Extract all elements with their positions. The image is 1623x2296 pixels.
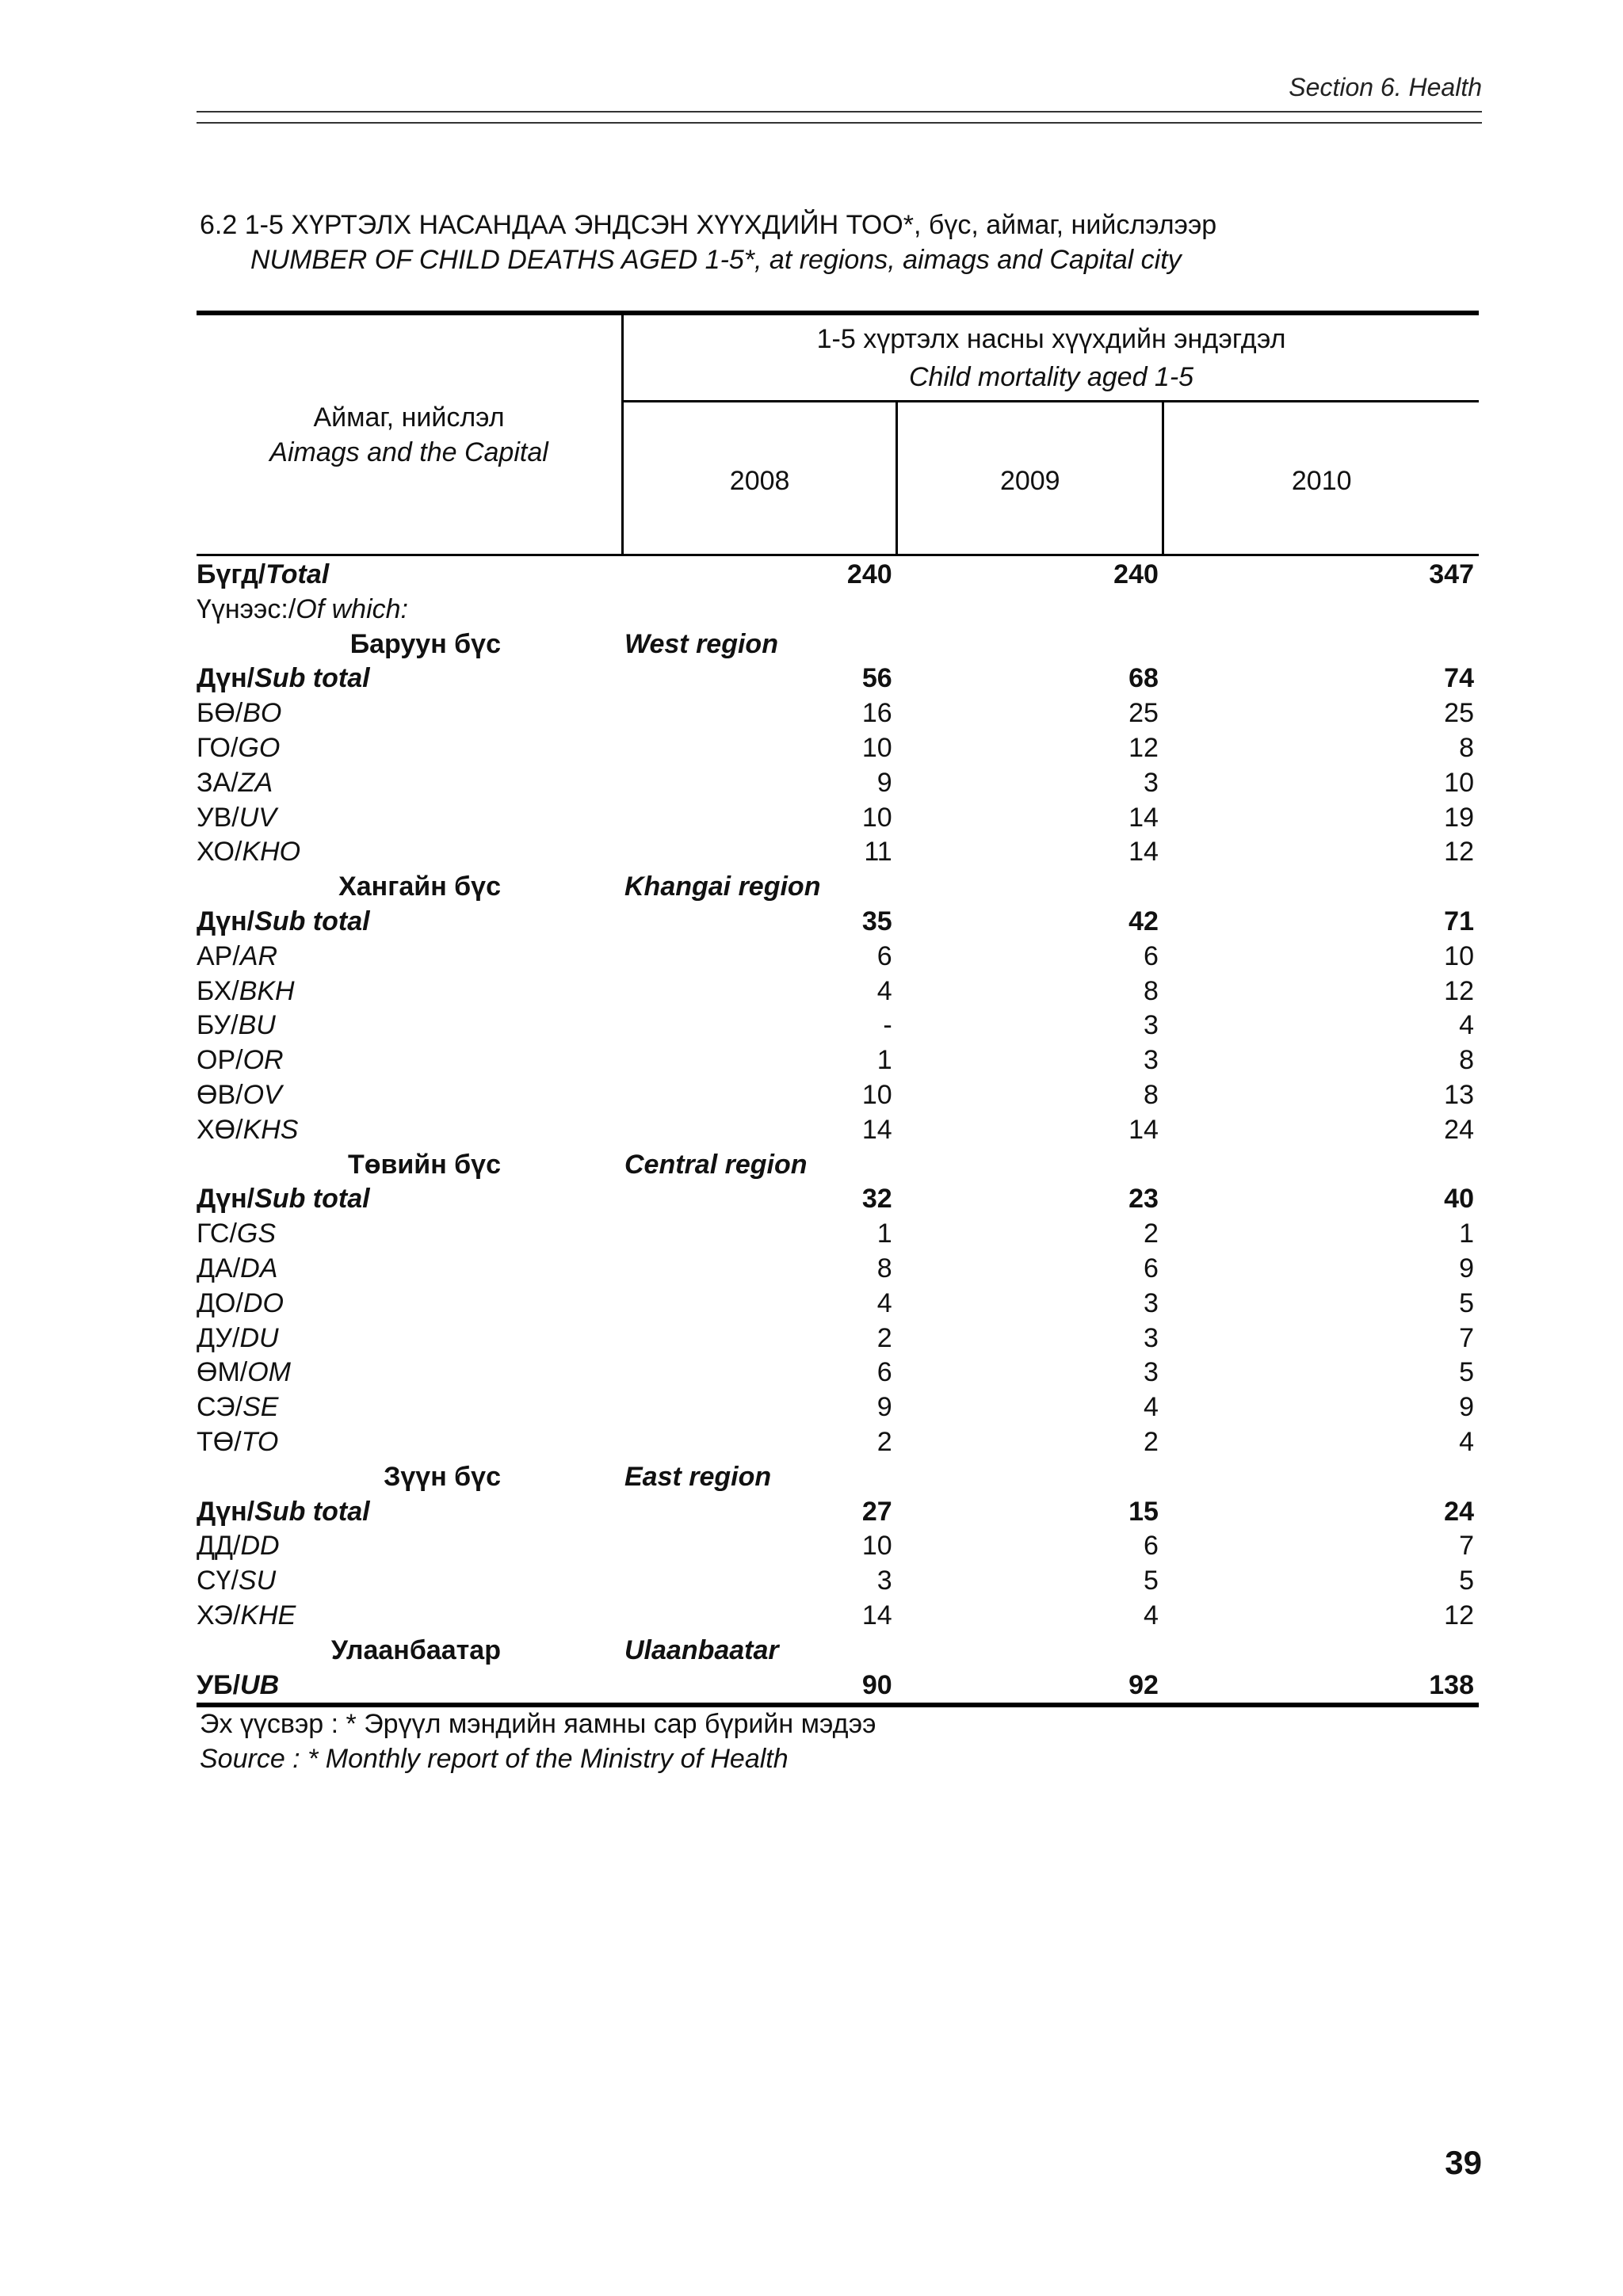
label-mn: Дүн/ [197,906,255,936]
region-header [197,1634,1479,1669]
value-cell: 14 [861,1114,892,1145]
value-cell: 12 [1128,732,1159,763]
value-cell: 24 [1444,1114,1474,1145]
table-row [197,731,1479,766]
label-mn: ОР/ [197,1045,243,1076]
region-header [197,870,1479,905]
value-cell: 11 [864,837,892,868]
row-label [197,835,623,870]
row-label [197,1043,623,1078]
row-label [197,974,623,1009]
value-cell: 10 [861,802,892,833]
value-cell: 7 [1459,1531,1474,1562]
row-label: Үүнээс:/Of which: [197,593,408,624]
row-label [197,766,623,801]
subtotal-row [197,905,1479,940]
label-mn: УВ/ [197,802,239,833]
total-row [197,555,1479,593]
table-row [197,1287,1479,1322]
subtotal-row [197,662,1479,696]
value-cell: 3 [1143,1045,1159,1076]
value-cell: 4 [876,975,892,1006]
row-label [197,662,623,696]
label-mn: ХЭ/ [197,1600,241,1630]
label-en: KHS [242,1114,299,1145]
region-name-en: East region [624,1461,772,1492]
region-header-row [197,627,1479,662]
row-label [197,1322,623,1356]
table-row [197,835,1479,870]
value-cell: 10 [1444,940,1474,971]
label-en: UB [240,1669,280,1700]
value-cell: 42 [1128,906,1159,936]
label-en: DU [239,1322,279,1353]
label-mn: ДО/ [197,1287,243,1318]
table-row [197,1356,1479,1390]
year-header: 2009 [897,402,1163,555]
value-cell: 6 [1143,940,1159,971]
label-mn: СҮ/ [197,1566,239,1596]
row-label [197,1564,623,1599]
value-cell: 15 [1128,1496,1159,1527]
source-en: Source : * Monthly report of the Ministry of Health [200,1744,789,1774]
value-cell: 9 [1459,1392,1474,1423]
row-label [197,731,623,766]
label-en: BO [242,698,282,729]
group-header-mn: 1-5 хүртэлх насны хүүхдийн эндэгдэл [816,324,1286,354]
row-label [197,1599,623,1634]
label-en: ZA [238,767,273,798]
label-en: AR [239,940,278,971]
row-label [197,1182,623,1217]
value-cell: 6 [876,1357,892,1388]
value-cell: 10 [861,732,892,763]
region-header [197,1148,1479,1183]
row-label [197,1287,623,1322]
source-note [200,1707,876,1776]
value-cell: 138 [1163,1669,1479,1706]
label-mn: ДУ/ [197,1322,240,1353]
value-cell: 1 [876,1045,892,1076]
region-header-row [197,1148,1479,1183]
row-label [197,1217,623,1252]
value-cell: 13 [1444,1079,1474,1110]
label-en: DD [240,1531,280,1562]
row-label [197,1495,623,1530]
value-cell: 23 [1128,1184,1159,1215]
label-mn: СЭ/ [197,1392,243,1423]
value-cell: 32 [861,1184,892,1215]
row-label [197,940,623,974]
region-header [197,627,1479,662]
value-cell: 24 [1444,1496,1474,1527]
row-label [197,1113,623,1148]
value-cell: 25 [1444,698,1474,729]
region-name-en: Khangai region [624,871,821,902]
value-cell: 12 [1444,837,1474,868]
running-head: Section 6. Health [1289,73,1482,101]
value-cell: 1 [876,1219,892,1249]
value-cell: 12 [1444,1600,1474,1630]
title-mongolian: 6.2 1-5 ХҮРТЭЛХ НАСАНДАА ЭНДСЭН ХҮҮХДИЙН ТОО*, бүс, аймаг, нийслэлээр [200,210,1217,240]
region-name-en: West region [624,628,778,659]
table-body [197,555,1479,1706]
row-header [197,313,623,555]
subtotal-row [197,1495,1479,1530]
value-cell: 9 [876,767,892,798]
table-row [197,1043,1479,1078]
table-row [197,766,1479,801]
value-cell: 8 [1143,975,1159,1006]
region-name-mn: Зүүн бүс [384,1461,501,1492]
label-mn: АР/ [197,940,240,971]
value-cell: 10 [861,1531,892,1562]
header-rule [197,111,1482,113]
value-cell: 3 [1143,767,1159,798]
region-name-mn: Баруун бүс [349,628,501,659]
label-en: GS [236,1219,277,1249]
row-label [197,905,623,940]
row-label [197,1078,623,1113]
row-label [197,1669,623,1706]
label-mn: ДА/ [197,1253,241,1283]
value-cell: 5 [1459,1357,1474,1388]
value-cell: 3 [1143,1322,1159,1353]
label-mn: БУ/ [197,1010,239,1041]
table-row [197,1425,1479,1460]
value-cell: 40 [1444,1184,1474,1215]
table-row [197,1390,1479,1425]
label-mn: ХО/ [197,837,242,868]
label-en: UV [239,802,277,833]
label-mn: БХ/ [197,975,239,1006]
region-name-mn: Улаанбаатар [330,1634,501,1665]
label-mn: ГО/ [197,732,239,763]
value-cell: 4 [1143,1392,1159,1423]
value-cell: 2 [876,1426,892,1457]
label-en: OR [242,1045,284,1076]
table-row [197,940,1479,974]
label-mn: Дүн/ [197,1496,255,1527]
value-cell: 74 [1444,663,1474,694]
region-name-mn: Хангайн бүс [338,871,501,902]
value-cell: 56 [861,663,892,694]
table-row [197,801,1479,836]
value-cell: 14 [861,1600,892,1630]
label-en: OM [247,1357,291,1388]
value-cell: 4 [876,1287,892,1318]
row-label [197,1425,623,1460]
label-mn: ХӨ/ [197,1114,243,1145]
value-cell: 3 [1143,1287,1159,1318]
row-label [197,1252,623,1287]
table-row [197,1113,1479,1148]
region-header-row [197,1634,1479,1669]
label-mn: ДД/ [197,1531,241,1562]
value-cell: 71 [1444,906,1474,936]
table-row [197,1009,1479,1043]
value-cell: 6 [876,940,892,971]
label-mn: ӨМ/ [197,1357,248,1388]
value-cell: 3 [876,1566,892,1596]
table-row [197,974,1479,1009]
value-cell: 19 [1444,802,1474,833]
value-cell: 6 [1143,1253,1159,1283]
row-label [197,696,623,731]
table-row [197,1564,1479,1599]
value-cell: 27 [861,1496,892,1527]
label-en: Sub total [254,1496,370,1527]
table-row [197,1217,1479,1252]
label-mn: ГС/ [197,1219,237,1249]
table-row [197,1599,1479,1634]
value-cell: 8 [1459,732,1474,763]
value-cell: - [883,1010,892,1041]
region-header-row [197,870,1479,905]
value-cell: 92 [897,1669,1163,1706]
value-cell: 9 [876,1392,892,1423]
label-en: GO [238,732,281,763]
label-en: SE [242,1392,279,1423]
region-name-en: Ulaanbaatar [624,1634,779,1665]
label-mn: Дүн/ [197,663,255,694]
row-label [197,1009,623,1043]
value-cell: 14 [1128,837,1159,868]
value-cell: 10 [1444,767,1474,798]
row-header-en: Aimags and the Capital [269,437,548,467]
row-header-mn: Аймаг, нийслэл [313,402,505,433]
header-rule [197,122,1482,124]
label-mn: ЗА/ [197,767,239,798]
label-en: Sub total [254,663,370,694]
value-cell: 3 [1143,1010,1159,1041]
table-row [197,1322,1479,1356]
label-en: SU [238,1566,277,1596]
row-label: Бүгд/Total [197,559,330,589]
value-cell: 240 [1113,559,1159,589]
value-cell: 5 [1143,1566,1159,1596]
year-header: 2008 [623,402,897,555]
value-cell: 12 [1444,975,1474,1006]
label-en: KHO [242,837,301,868]
table-row [197,1078,1479,1113]
label-mn: БӨ/ [197,698,243,729]
value-cell: 8 [1143,1079,1159,1110]
column-group-header [623,313,1479,402]
value-cell: 16 [861,698,892,729]
value-cell: 4 [1143,1600,1159,1630]
label-mn: УБ/ [197,1669,241,1700]
region-header-row [197,1460,1479,1495]
region-header [197,1460,1479,1495]
value-cell: 25 [1128,698,1159,729]
label-mn: ТӨ/ [197,1426,242,1457]
page-number: 39 [1445,2144,1482,2181]
value-cell: 5 [1459,1287,1474,1318]
table-title [200,208,1216,277]
title-english: NUMBER OF CHILD DEATHS AGED 1-5*, at regions, aimags and Capital city [250,245,1182,275]
value-cell: 8 [876,1253,892,1283]
value-cell: 347 [1429,559,1474,589]
label-en: Sub total [254,906,370,936]
value-cell: 240 [846,559,892,589]
value-cell: 90 [623,1669,897,1706]
region-name-mn: Төвийн бүс [347,1149,501,1180]
value-cell: 10 [861,1079,892,1110]
label-en: Sub total [254,1184,370,1215]
value-cell: 2 [1143,1219,1159,1249]
label-en: BKH [239,975,295,1006]
label-en: DA [240,1253,278,1283]
year-header: 2010 [1163,402,1479,555]
value-cell: 2 [876,1322,892,1353]
table-row [197,696,1479,731]
value-cell: 4 [1459,1426,1474,1457]
row-label [197,1390,623,1425]
value-cell: 2 [1143,1426,1159,1457]
label-en: KHE [240,1600,296,1630]
value-cell: 6 [1143,1531,1159,1562]
group-header-en: Child mortality aged 1-5 [909,362,1194,392]
row-label [197,801,623,836]
label-en: TO [241,1426,279,1457]
source-mn: Эх үүсвэр : * Эрүүл мэндийн яамны сар бүрийн мэдээ [200,1709,876,1739]
value-cell: 14 [1128,1114,1159,1145]
row-label [197,1529,623,1564]
label-en: OV [242,1079,282,1110]
label-en: BU [238,1010,276,1041]
value-cell: 3 [1143,1357,1159,1388]
region-name-en: Central region [624,1149,808,1180]
label-en: DO [242,1287,284,1318]
value-cell: 14 [1128,802,1159,833]
table-row [197,1529,1479,1564]
value-cell: 35 [861,906,892,936]
subtotal-row [197,1182,1479,1217]
value-cell: 8 [1459,1045,1474,1076]
value-cell: 5 [1459,1566,1474,1596]
value-cell: 4 [1459,1010,1474,1041]
label-mn: ӨВ/ [197,1079,243,1110]
of-which-row [197,593,1479,627]
table-row [197,1252,1479,1287]
value-cell: 68 [1128,663,1159,694]
row-label [197,1356,623,1390]
label-mn: Дүн/ [197,1184,255,1215]
mortality-table [197,311,1479,1707]
subtotal-row [197,1669,1479,1706]
value-cell: 1 [1459,1219,1474,1249]
value-cell: 9 [1459,1253,1474,1283]
value-cell: 7 [1459,1322,1474,1353]
